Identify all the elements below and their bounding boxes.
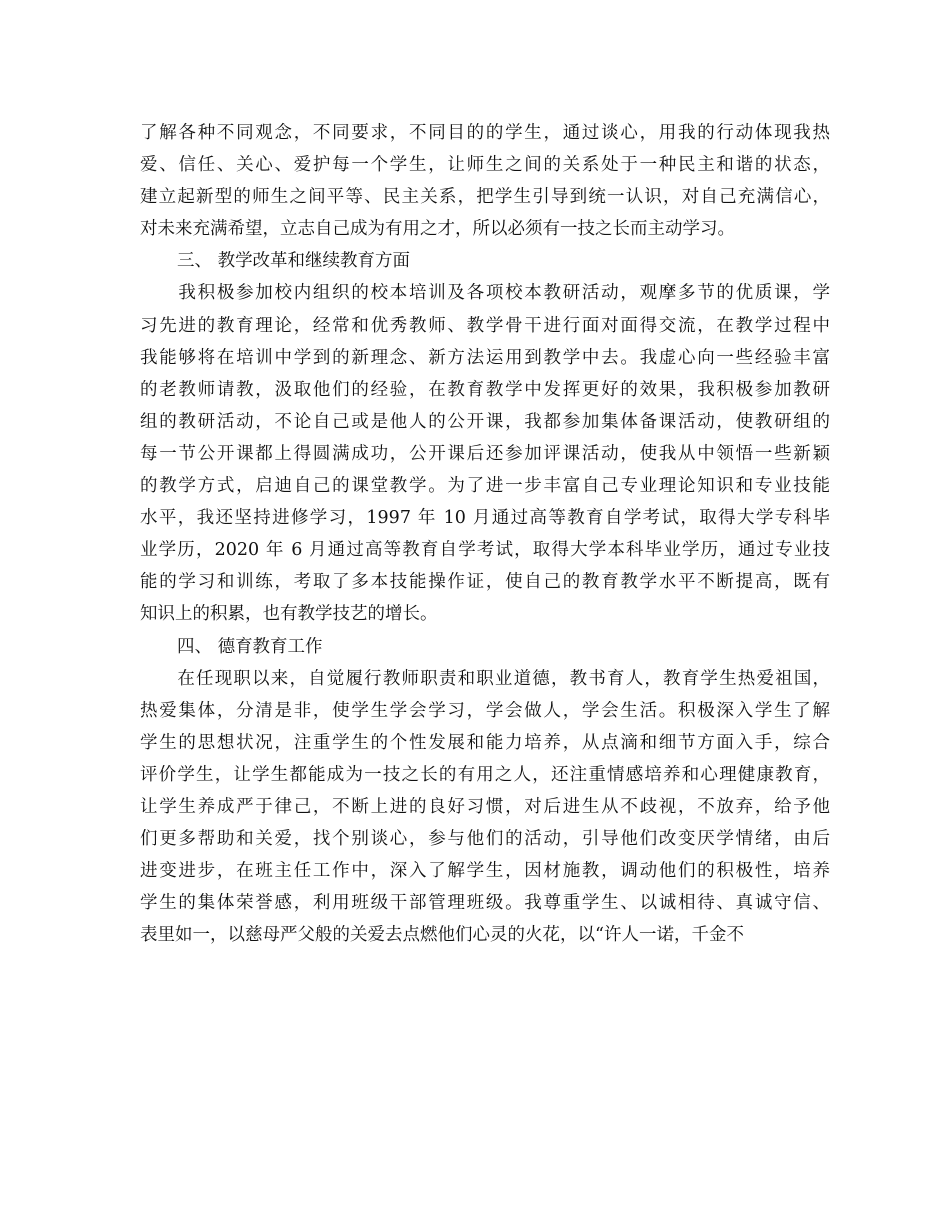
body-text-line: 让学生养成严于律己，不断上进的良好习惯，对后进生从不歧视，不放弃，给予他 bbox=[140, 796, 830, 817]
body-text-line: 学生的思想状况，注重学生的个性发展和能力培养，从点滴和细节方面入手，综合 bbox=[140, 732, 830, 753]
body-text-line: 的教学方式，启迪自己的课堂教学。为了进一步丰富自己专业理论知识和专业技能 bbox=[140, 476, 830, 497]
body-text-line: 爱、信任、关心、爱护每一个学生，让师生之间的关系处于一种民主和谐的状态， bbox=[140, 155, 830, 176]
body-text-line: 建立起新型的师生之间平等、民主关系，把学生引导到统一认识，对自己充满信心， bbox=[140, 187, 830, 208]
body-text-line: 组的教研活动，不论自己或是他人的公开课，我都参加集体备课活动，使教研组的 bbox=[140, 411, 830, 432]
body-text-line: 进变进步，在班主任工作中，深入了解学生，因材施教，调动他们的积极性，培养 bbox=[140, 861, 830, 882]
body-text-line: 我积极参加校内组织的校本培训及各项校本教研活动，观摩多节的优质课，学 bbox=[140, 283, 830, 304]
paragraph-last-line: 知识上的积累，也有教学技艺的增长。 bbox=[140, 604, 438, 625]
body-text-line: 的老教师请教，汲取他们的经验，在教育教学中发挥更好的效果，我积极参加教研 bbox=[140, 379, 830, 400]
document-body bbox=[140, 117, 830, 951]
section-heading: 三、 教学改革和继续教育方面 bbox=[177, 251, 411, 272]
body-text-line: 每一节公开课都上得圆满成功，公开课后还参加评课活动，使我从中领悟一些新颖 bbox=[140, 443, 830, 464]
body-text-line: 水平，我还坚持进修学习，1997 年 10 月通过高等教育自学考试，取得大学专科毕 bbox=[140, 508, 830, 529]
body-text-line: 业学历，2020 年 6 月通过高等教育自学考试，取得大学本科毕业学历，通过专业技 bbox=[140, 540, 830, 561]
body-text-line: 能的学习和训练，考取了多本技能操作证，使自己的教育教学水平不断提高，既有 bbox=[140, 572, 830, 593]
body-text-line: 在任现职以来，自觉履行教师职责和职业道德，教书育人，教育学生热爱祖国， bbox=[140, 668, 830, 689]
body-text-line: 热爱集体，分清是非，使学生学会学习，学会做人，学会生活。积极深入学生了解 bbox=[140, 700, 830, 721]
body-text-line: 了解各种不同观念，不同要求，不同目的的学生，通过谈心，用我的行动体现我热 bbox=[140, 123, 830, 143]
paragraph-last-line: 表里如一，以慈母严父般的关爱去点燃他们心灵的火花，以“许人一诺，千金不 bbox=[140, 925, 744, 946]
paragraph-last-line: 对未来充满希望，立志自己成为有用之才，所以必须有一技之长而主动学习。 bbox=[140, 219, 735, 240]
body-text-line: 学生的集体荣誉感，利用班级干部管理班级。我尊重学生、以诚相待、真诚守信、 bbox=[140, 893, 830, 914]
body-text-line: 我能够将在培训中学到的新理念、新方法运用到教学中去。我虚心向一些经验丰富 bbox=[140, 347, 830, 368]
body-text-line: 们更多帮助和关爱，找个别谈心，参与他们的活动，引导他们改变厌学情绪，由后 bbox=[140, 829, 830, 850]
body-text-line: 习先进的教育理论，经常和优秀教师、教学骨干进行面对面得交流，在教学过程中 bbox=[140, 315, 830, 336]
section-heading: 四、 德育教育工作 bbox=[177, 636, 323, 657]
body-text-line: 评价学生，让学生都能成为一技之长的有用之人，还注重情感培养和心理健康教育， bbox=[140, 764, 830, 785]
